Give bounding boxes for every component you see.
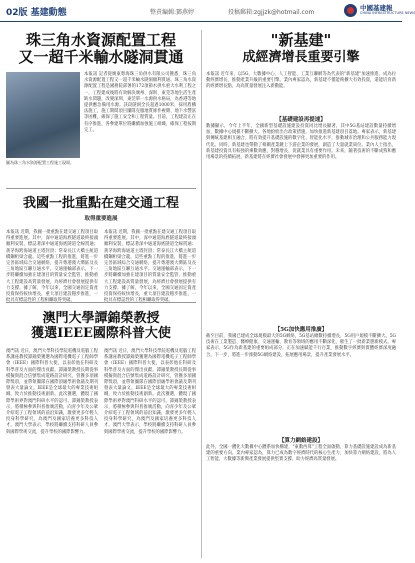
article-title: 我國一批重點在建交通工程	[22, 196, 179, 211]
section-body: 數據顯示，今年上半年，全國新型基礎設施建設投資同比增長顯著，其中5G基站建設數量持續增加，數據中心規模不斷擴大。各地紛紛出台政策措施，加快推進新基建項目落地。專家表示，新基建與傳統基建相互融合，將有效提升基礎設施的數字化、智能化水平，推動城市治理和公共服務能力現代化。同時，新基建也帶動了相關產業鏈上下游企業的發展，創造了大量就業崗位。業內人士指出，新基建投資具有較強的乘數效應，對穩增長、促就業具有重要作用。未來，隨著技術的不斷成熟和應用場景的持續拓展，新基建將在經濟社會發展中發揮更加重要的作用。	[206, 124, 396, 161]
construction-photo	[6, 72, 80, 158]
article-body: 本報訊 記者從廣東粵海珠三角供水有限公司獲悉，珠三角水資源配置工程又一超千米輸水隧洞順利貫通。珠三角水資源配置工程是國務院部署的172項節水供水重大水利工程之一，工程建成後將有效解決廣州、深圳、東莞等地生活生產缺水問題，改變深圳、東莞單一水源供水格局，為香港等地提供應急備用水源。該段隧洞全長超過1000米，採用盾構法施工，施工期間項目團隊克服地質條件複雜、地下水豐富等困難，確保了施工安全和工程質量。目前，工程建設正在有序推進，各參建單位將繼續加強施工組織，確保工程按期完工。	[84, 72, 196, 133]
article-title: "新基建"	[270, 31, 332, 49]
section-heading: 【算力網絡建設】	[278, 438, 323, 444]
article-body-continued: 澳門訊 近日，澳門大學科技學院電機及電腦工程系講座教授譚錦榮獲選為國際電機電子工程師學會（IEEE）國際科普大使，以表彰他在科研及科學普及方面的傑出貢獻。譚錦榮教授長期從事模擬與混合信號集成電路設計研究，曾獲多項國際獎項，並帶領團隊在國際頂級學術會議及期刊發表大量論文。IEEE是全球最大的專業技術組織，致力於推動技術創新。此次獲選，體現了國際學術界對澳門科研水平的認可。譚錦榮教授表示，將積極參與科普推廣活動，向青少年及公眾介紹電子工程領域的前沿知識，激發更多年輕人投身科學研究，為澳門及國家培養更多科技人才。澳門大學表示，學校將繼續支持科研人員參與國際學術交流，提升學校的國際影響力。	[104, 349, 196, 435]
submission-email: 投稿郵箱:zgjjzk@hotmail.com	[228, 9, 315, 16]
article-transport	[6, 196, 196, 225]
article-body-continued: 本報訊 近期，我國一批重點在建交通工程項目取得重要進展。其中，深中通道海底隧道最終接頭順利安裝，標誌著深中通道海底隧道全線貫通；黃茅海跨海通道主塔封頂；常泰長江大橋主航道橋鋼桁梁合龍。這些重點工程的推進，將進一步完善區域綜合交通網絡，提升粵港澳大灣區及長三角地區互聯互通水平。交通運輸部表示，下一步將繼續加強在建項目的質量安全監管，推動重大工程建設高質量發展，為經濟社會發展提供有力支撐。據了解，今年以來，全國交通固定資產投資保持較快增長，重大項目建設穩步推進，一批具有標誌性的工程相繼取得突破。	[104, 230, 196, 304]
photo-caption: 圖為珠三角水資源配置工程施工現場。	[6, 160, 74, 165]
article-subtitle: 取得重要進展	[84, 216, 118, 222]
article-title-line2: 成經濟增長重要引擎	[242, 50, 360, 65]
article-macau-professor	[6, 311, 196, 341]
page-header	[0, 0, 415, 22]
article-title-line2: 又一超千米輸水隧洞貫通	[18, 48, 184, 66]
article-title-line2: 獲選IEEE國際科普大使	[31, 326, 171, 341]
article-new-infrastructure	[206, 32, 396, 65]
column-divider	[201, 30, 202, 558]
article-intro: 本報訊 近年來，以5G、大數據中心、人工智能、工業互聯網等為代表的"新基建"加速推進，成為拉動經濟增長、推動產業升級的重要引擎。業內專家認為，新基建不僅能夠擴大有效投資，還能培育新的經濟增長點，為高質量發展注入新動能。	[206, 72, 396, 90]
article-title: 珠三角水資源配置工程	[25, 31, 176, 49]
logo-text: 中國基建報	[360, 4, 393, 12]
article-body: 本報訊 近期，我國一批重點在建交通工程項目取得重要進展。其中，深中通道海底隧道最終接頭順利安裝，標誌著深中通道海底隧道全線貫通；黃茅海跨海通道主塔封頂；常泰長江大橋主航道橋鋼桁梁合龍。這些重點工程的推進，將進一步完善區域綜合交通網絡，提升粵港澳大灣區及長三角地區互聯互通水平。交通運輸部表示，下一步將繼續加強在建項目的質量安全監管，推動重大工程建設高質量發展，為經濟社會發展提供有力支撐。據了解，今年以來，全國交通固定資產投資保持較快增長，重大項目建設穩步推進，一批具有標誌性的工程相繼取得突破。	[6, 230, 98, 304]
section-heading: 【基礎建設再提速】	[276, 117, 326, 123]
section-body: 此外，全國一體化大數據中心體系加快構建，"東數西算"工程全面啟動，算力基礎設施建設成為新基建的重要方向。業內專家認為，算力已成為數字經濟時代的核心生產力，加快算力網絡建設，將為人工智能、大數據等新興產業發展提供堅實支撐，助力經濟高質量發展。	[206, 445, 396, 463]
section-divider	[6, 302, 196, 303]
article-body: 澳門訊 近日，澳門大學科技學院電機及電腦工程系講座教授譚錦榮獲選為國際電機電子工程師學會（IEEE）國際科普大使，以表彰他在科研及科學普及方面的傑出貢獻。譚錦榮教授長期從事模擬與混合信號集成電路設計研究，曾獲多項國際獎項，並帶領團隊在國際頂級學術會議及期刊發表大量論文。IEEE是全球最大的專業技術組織，致力於推動技術創新。此次獲選，體現了國際學術界對澳門科研水平的認可。譚錦榮教授表示，將積極參與科普推廣活動，向青少年及公眾介紹電子工程領域的前沿知識，激發更多年輕人投身科學研究，為澳門及國家培養更多科技人才。澳門大學表示，學校將繼續支持科研人員參與國際學術交流，提升學校的國際影響力。	[6, 349, 98, 435]
article-water-project	[6, 32, 196, 66]
newspaper-logo	[344, 3, 415, 19]
logo-subtext: CHINA INFRASTRUCTURE NEWS	[360, 11, 415, 15]
page-number-section: 02版 基建動態	[6, 8, 67, 18]
section-body: 截至目前，我國已建成全球規模最大的5G網絡，5G基站總數持續增長，5G用戶規模不斷擴大。5G技術在工業製造、醫療健康、交通運輸、教育等領域的應用不斷深化，催生了一批新業態新模式。專家表示，5G作為新基建的重要組成部分，正在加速賦能千行百業，推動數字經濟與實體經濟深度融合。下一步，將進一步推動5G網絡建設，拓展應用場景，提升產業發展水平。	[206, 334, 396, 358]
article-title: 澳門大學譚錦榮教授	[42, 311, 160, 326]
section-heading: 【5G加快應用推廣】	[274, 327, 328, 333]
editor-credit: 整責編輯:鄧燕婷	[150, 9, 195, 16]
logo-mark-icon	[344, 4, 357, 17]
section-divider	[6, 188, 196, 189]
